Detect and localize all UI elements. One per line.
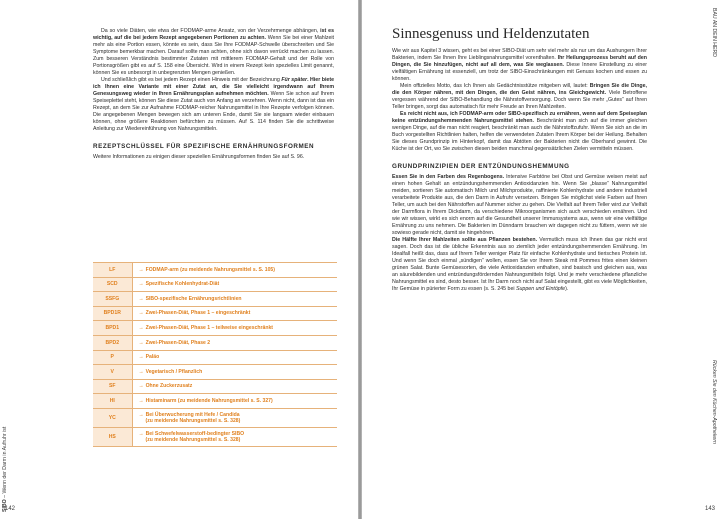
recipe-key-table [93, 262, 337, 447]
paragraph-rainbow: Essen Sie in den Farben des Regenbogens. Intensive Farbtöne bei Obst und Gemüse weisen meist auf einen hohen Gehalt an entzündungshemmenden Antioxidanzien hin. Wenn Sie „blasse“ Nahrungsmittel meiden, sortieren Sie automatisch Milch und Milchprodukte, raffinierte Kohlenhydrate und andere industriell verarbeitete Produkte aus, die den Darm in Aufruhr versetzen. Bringen Sie möglichst viele Farben auf Ihren Teller, um auch bei den Nährstoffen auf Nummer sicher zu gehen. Die Vielfalt auf Ihrem Teller wird zur Vielfalt der Darmflora in Ihrem Dickdarm, da verschiedene Mikroorganismen sich auch verschieden ernähren. Und wie wir wissen, wirkt es sich enorm auf die Gesundheit unserer Immunsystems aus, wenn wir eine vielfältige Ernährung zu uns nehmen. Die Bakterien im Dünndarm brauchen wir dagegen nicht zu füttern, wenn wir sie sowieso gerade nicht, damit sie hingehören. [392, 174, 647, 237]
arrow-right-icon: → [138, 295, 144, 302]
recipe-key-row [93, 350, 337, 365]
recipe-key-label: Bei Schwefelwasserstoff-bedingter SIBO [145, 430, 245, 437]
recipe-key-label: SIBO-spezifische Ernährungsrichtlinien [145, 295, 242, 302]
recipe-key-code: LF [93, 263, 132, 278]
recipe-key-description [132, 394, 337, 409]
recipe-key-code: HI [93, 394, 132, 409]
recipe-key-row [93, 408, 337, 427]
recipe-key-reference: (zu meidende Nahrungsmittel s. S. 328) [145, 417, 241, 424]
recipe-key-row [93, 263, 337, 278]
recipe-key-label: Bei Überwucherung mit Hefe / Candida [145, 411, 240, 418]
left-text-column [93, 28, 334, 161]
recipe-key-code: YC [93, 408, 132, 427]
recipe-key-row [93, 427, 337, 446]
paragraph-plants: Die Hälfte Ihrer Mahlzeiten sollte aus Pflanzen bestehen. Vermutlich muss ich Ihnen das gar nicht erst sagen. Doch das ist die übliche Erkenntnis aus so ziemlich jeder entzündungshemmenden Ernährung. Im Idealfall heißt das, dass auf Ihrem Teller weniger Platz für einfache Kohlenhydrate und tierisches Protein ist. Und wenn Sie doch einmal „sündigen“ wollen, essen Sie vor Ihrem Steak mit Pommes frites einen kleinen grünen Salat. Bunte Gemüsesorten, die viele Antioxidanzien enthalten, sind basisch und gleichen aus, was an säurebildenden und entzündungsfördernden Nahrungsmitteln folgt. Und je mehr verschiedene pflanzliche Nahrungsmittel es sind, desto besser. Ist Ihr Darm noch nicht auf Salat eingestellt, gibt es viele Möglichkeiten, Ihr Gemüse in pürierter Form zu essen (s. S. 245 bei Suppen und Eintöpfe). [392, 237, 647, 293]
section-heading-recipe-key: REZEPTSCHLÜSSEL FÜR SPEZIFISCHE ERNÄHRUNGSFORMEN [93, 143, 315, 151]
running-head-right-top: BAU AN DEIN HERD [711, 8, 717, 58]
chapter-title: Sinnesgenuss und Heldenzutaten [392, 26, 590, 42]
recipe-key-description [132, 321, 337, 336]
recipe-key-label: Ohne Zuckerzusatz [145, 383, 193, 390]
recipe-key-row [93, 335, 337, 350]
recipe-key-code: SSFG [93, 292, 132, 307]
arrow-right-icon: → [138, 398, 144, 405]
recipe-key-code: SCD [93, 277, 132, 292]
recipe-key-description [132, 427, 337, 446]
recipe-key-code: BPD1R [93, 306, 132, 321]
running-head-right-bottom: Rücken Sie den Küchen-Apothekern [711, 360, 717, 444]
section-heading-principles: GRUNDPRINZIPIEN DER ENTZÜNDUNGSHEMMUNG [392, 163, 570, 171]
recipe-key-row [93, 379, 337, 394]
recipe-key-description [132, 365, 337, 380]
recipe-key-reference: (zu meidende Nahrungsmittel s. S. 327) [176, 398, 273, 405]
arrow-right-icon: → [138, 411, 144, 418]
paragraph-anti-inflammatory: Es reicht nicht aus, ich FODMAP-arm oder SIBO-spezifisch zu ernähren, wenn auf dem Speiseplan keine entzündungshemmenden Nahrungsmittel stehen. Beschränkt man sich auf die immer gleichen wenigen Dinge, auf die man nicht reagiert, beschränkt man auch die Nährstoffzufuhr. Wenn Sie sich an die im Buch vorgestellten Richtlinien halten, helfen die verwendeten Zutaten Ihrem Körper bei der Heilung. Behalten Sie dieses Grundprinzip im Hinterkopf, damit das Abtöten der Bakterien nicht die Oberhand gewinnt. Die Küche ist der Ort, wo Sie zwischen diesen beiden manchmal gegensätzlichen Zielen vermitteln müssen. [392, 111, 647, 153]
arrow-right-icon: → [138, 281, 144, 288]
recipe-key-code: V [93, 365, 132, 380]
arrow-right-icon: → [138, 383, 144, 390]
recipe-key-reference: (zu meidende Nahrungsmittel s. S. 105) [178, 266, 275, 273]
recipe-key-row [93, 321, 337, 336]
recipe-key-label: Paläo [145, 354, 160, 361]
paragraph-portions: Da so viele Diäten, wie etwa der FODMAP-arme Ansatz, von der Verzehrmenge abhängen, ist es wichtig, auf die bei jedem Rezept angegebenen Portionen zu achten. Wenn Sie bei einer Mahlzeit mehr als eine Portion essen, könnte es sein, dass Sie Ihre FODMAP-Schwelle überschreiten und Sie Symptome bemerkbar machen. Darauf sollte man achten, ohne sich davon verrückt machen zu lassen. Zum besseren Verständnis bestimmter Zutaten mit mittlerem FODMAP-Gehalt und der Rolle von Portionsgrößen gibt es auf S. 158 eine Übersicht. Wird in einem Rezept kein spezielles Limit genannt, können Sie es unbesorgt in unbegrenzten Mengen genießen. [93, 28, 335, 77]
arrow-right-icon: → [138, 266, 144, 273]
arrow-right-icon: → [138, 430, 144, 437]
arrow-right-icon: → [138, 339, 144, 346]
recipe-key-code: BPD2 [93, 335, 132, 350]
recipe-key-label: Spezifische Kohlenhydrat-Diät [145, 281, 220, 288]
right-text-column [392, 26, 647, 294]
recipe-key-reference: (zu meidende Nahrungsmittel s. S. 328) [145, 436, 241, 443]
recipe-key-label: Zwei-Phasen-Diät, Phase 2 [145, 339, 211, 346]
recipe-key-row [93, 277, 337, 292]
recipe-key-label: Zwei-Phasen-Diät, Phase 1 – eingeschränkt [145, 310, 251, 317]
recipe-key-label: Zwei-Phasen-Diät, Phase 1 – teilweise eingeschränkt [145, 325, 273, 332]
recipe-key-row [93, 394, 337, 409]
arrow-right-icon: → [138, 310, 144, 317]
right-page [362, 0, 720, 519]
recipe-key-description [132, 306, 337, 321]
arrow-right-icon: → [138, 368, 144, 375]
recipe-key-code: P [93, 350, 132, 365]
recipe-key-description [132, 408, 337, 427]
recipe-key-label: Vegetarisch / Pflanzlich [145, 368, 203, 375]
recipe-key-label: FODMAP-arm [145, 266, 179, 273]
recipe-key-code: HS [93, 427, 132, 446]
recipe-key-row [93, 365, 337, 380]
recipe-key-description [132, 350, 337, 365]
recipe-key-description [132, 263, 337, 278]
paragraph-later: Und schließlich gibt es bei jedem Rezept einen Hinweis mit der Bezeichnung Für später. Hier biete ich Ihnen eine Variante mit einer Zutat an, die Sie vielleicht irgendwann auf Ihrem Genesungsweg wieder in Ihren Ernährungsplan aufnehmen möchten. Wenn Sie schon auf Ihrem Speiseplettel steht, können Sie diese Zutat auch von Anfang an verzehren. Wenn nicht, dann ist das ein Rezept, an dem Sie zur Aufnahme FODMAP-reicher Nahrungsmittel in Ihre Rezepte verfolgen können. Die angegebenen Mengen bewegen sich am unteren Ende, damit Sie sie langsam wieder einbauen können, ohne größere Reaktionen befürchten zu müssen. Auf S. 114 finden Sie die schrittweise Anleitung zur Wiedereinführung von Nahrungsmitteln. [93, 77, 335, 133]
recipe-key-description [132, 379, 337, 394]
recipe-key-description [132, 277, 337, 292]
recipe-key-description [132, 292, 337, 307]
recipe-key-code: BPD1 [93, 321, 132, 336]
page-number-right: 143 [704, 506, 715, 512]
recipe-key-description [132, 335, 337, 350]
recipe-key-intro: Weitere Informationen zu einigen dieser speziellen Ernährungsformen finden Sie auf S. 96. [93, 154, 305, 161]
arrow-right-icon: → [138, 354, 144, 361]
recipe-key-row [93, 292, 337, 307]
arrow-right-icon: → [138, 325, 144, 332]
page-number-left: 142 [5, 506, 16, 512]
left-page [0, 0, 358, 519]
running-head-left: SIBO – Wenn der Darm in Aufruhr ist [2, 426, 8, 512]
recipe-key-row [93, 306, 337, 321]
paragraph-motto: Mein offizielles Motto, das Ich Ihnen als Gedächtnisstütze mitgeben will, lautet: Bringen Sie die Dinge, die den Körper nähren, mit den Dingen, die den Geist nähren, ins Gleichgewicht. Viele Betroffene vergessen während der SIBO-Behandlung die Nährstoffversorgung. Doch wenn Sie mehr „Gutes“ auf Ihren Teller bringen, sorgt das automatisch für mehr Freude an Ihren Mahlzeiten. [392, 83, 648, 111]
recipe-key-label: Histaminarm [145, 398, 177, 405]
paragraph-diet-intro: Wie wir aus Kapitel 3 wissen, geht es bei einer SIBO-Diät um sehr viel mehr als nur um das Aushungern Ihrer Bakterien, indem Sie Ihnen Ihre Lieblingsnahrungsmittel vorenthalten. Ihr Heilungsprozess beruht auf den Dingen, die Sie hinzufügen, nicht auf all dem, was Sie weglassen. Diese Innere Einstellung zu einer vielfältigen Ernährung ist essenziell, um trotz der SIBO-Einschränkungen mit Genuss kochen und essen zu können. [392, 48, 647, 83]
recipe-key-code: SF [93, 379, 132, 394]
